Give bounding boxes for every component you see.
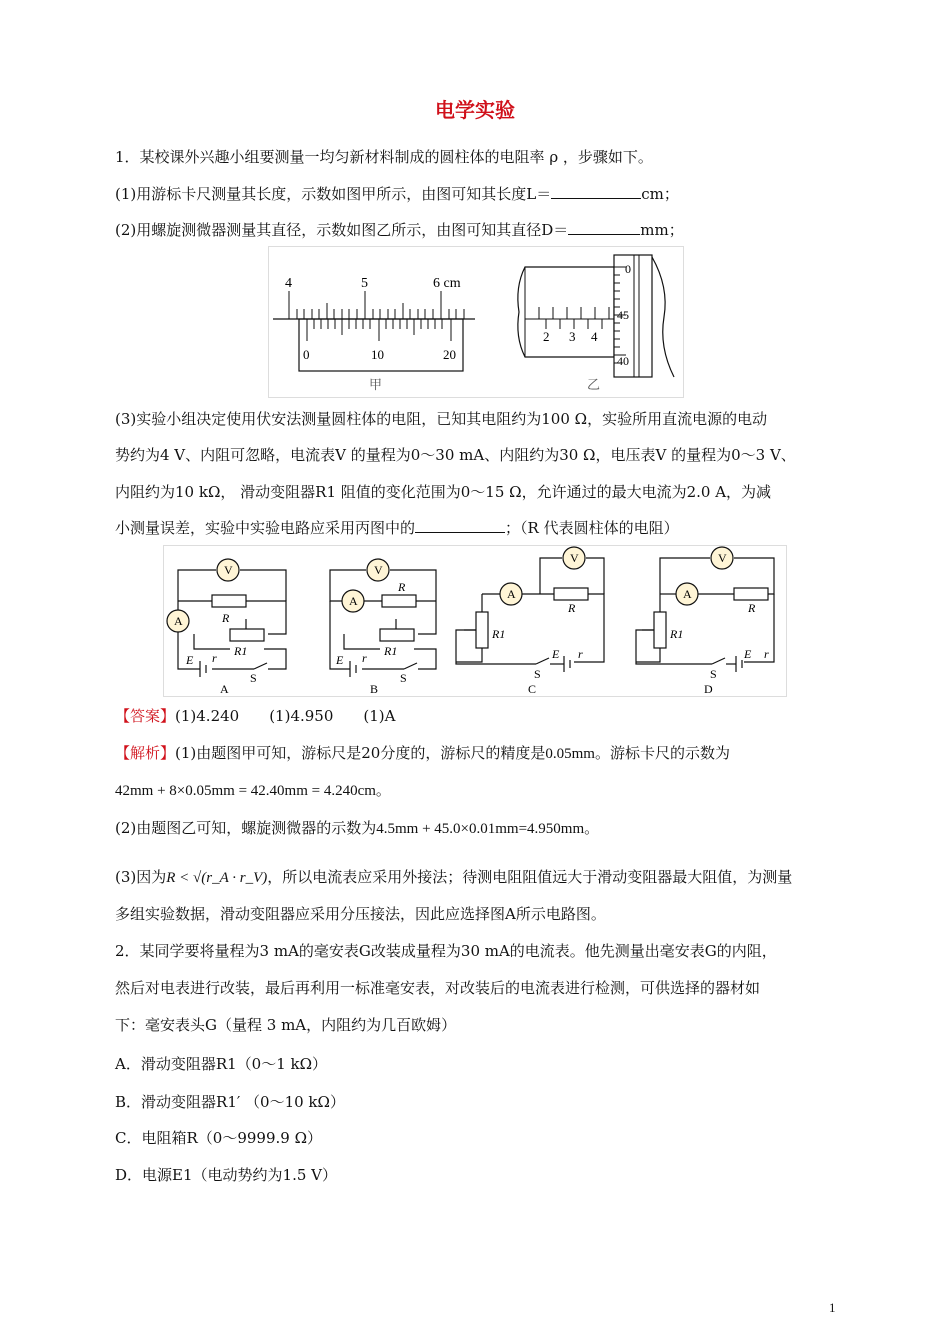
q1-stem: 1．某校课外兴趣小组要测量一均匀新材料制成的圆柱体的电阻率 ρ ，步骤如下。: [115, 148, 653, 166]
vernier-label-20: 20: [443, 347, 456, 362]
circuit-a-switch: S: [250, 671, 257, 685]
circuit-c-voltmeter: V: [570, 551, 579, 565]
circuit-a-voltmeter: V: [224, 563, 233, 577]
analysis-line-1-eq: [115, 779, 391, 802]
analysis-3-equation: R < √(r_A · r_V): [166, 870, 268, 886]
circuit-d-emf: E: [744, 647, 752, 661]
circuit-b-emf: E: [336, 653, 344, 667]
figure-circuits: [163, 545, 787, 697]
analysis-1a: (1)由题图甲可知，游标尺是20分度的，游标尺的精度是: [175, 744, 546, 762]
answer-blank-1: [551, 184, 641, 199]
thimble-label-0: 0: [625, 262, 631, 276]
answer-blank-2: [568, 220, 640, 235]
q1-part1: [115, 183, 679, 205]
analysis-1b: 0.05mm: [545, 746, 595, 762]
q1-part2: [115, 219, 684, 241]
circuit-c-resistor: R: [568, 601, 576, 615]
circuit-b-voltmeter: V: [374, 563, 383, 577]
analysis-line-3: [115, 866, 792, 889]
q1-part3-tail: ；（R 代表圆柱体的电阻）: [505, 519, 679, 537]
circuit-a-ammeter: A: [174, 614, 183, 628]
circuit-c-switch: S: [534, 667, 541, 681]
q1-part3-line2: 势约为4 V、内阻可忽略，电流表V 的量程为0～30 mA、内阻约为30 Ω，电压表V 的量程为0～3 V、: [115, 446, 796, 464]
q1-part3-line1: (3)实验小组决定使用伏安法测量圆柱体的电阻，已知其电阻约为100 Ω，实验所用直流电源的电动: [115, 410, 768, 428]
circuit-a-resistor: R: [222, 611, 230, 625]
q2-option-c: C．电阻箱R（0～9999.9 Ω）: [115, 1129, 323, 1147]
q1-part1-unit: cm；: [641, 185, 679, 203]
circuit-c-rheostat: R1: [492, 627, 506, 641]
analysis-tag: 【解析】: [115, 744, 176, 762]
analysis-3a: (3)因为: [115, 868, 167, 886]
circuit-b: [330, 559, 436, 677]
analysis-3b: ，所以电流表应采用外接法；待测电阻阻值远大于滑动变阻器最大阻值，为测量: [267, 868, 793, 886]
q1-part3-text: 小测量误差，实验中实验电路应采用丙图中的: [115, 519, 416, 537]
q1-part3-line3: 内阻约为10 kΩ， 滑动变阻器R1 阻值的变化范围为0～15 Ω，允许通过的最大电流为2.0 A，为减: [115, 483, 772, 501]
thimble-label-45: 45: [617, 308, 629, 322]
circuit-c-ammeter: A: [507, 587, 516, 601]
circuit-a-label: A: [220, 682, 229, 696]
circuit-c-label: C: [528, 682, 537, 696]
circuit-d-label: D: [704, 682, 713, 696]
circuit-d-switch: S: [710, 667, 717, 681]
q2-line1: 2．某同学要将量程为3 mA的毫安表G改装成量程为30 mA的电流表。他先测量出毫安表G的内阻，: [115, 942, 777, 960]
page-number: 1: [829, 1300, 836, 1315]
answer-line: [115, 705, 395, 727]
sleeve-label-4: 4: [591, 329, 598, 344]
analysis-line-1: [115, 742, 730, 765]
analysis-1-end: 。: [375, 781, 391, 799]
circuit-c-internal-r: r: [578, 647, 583, 661]
circuit-b-label: B: [370, 682, 379, 696]
q2-option-b: B．滑动变阻器R1′ （0～10 kΩ）: [115, 1093, 345, 1111]
circuit-d-resistor: R: [748, 601, 756, 615]
thimble-label-40: 40: [617, 354, 629, 368]
analysis-2a: (2)由题图乙可知，螺旋测微器的示数为: [115, 819, 377, 837]
page-title: 电学实验: [435, 98, 515, 122]
circuit-d-internal-r: r: [764, 647, 769, 661]
analysis-1c: 。游标卡尺的示数为: [594, 744, 730, 762]
circuit-c-emf: E: [552, 647, 560, 661]
circuit-b-ammeter: A: [349, 594, 358, 608]
micrometer: [518, 255, 674, 392]
main-scale-label-6: 6 cm: [433, 276, 461, 291]
figure-caliper-micrometer: [268, 246, 684, 398]
answer-blank-3: [415, 518, 505, 533]
circuit-b-resistor: R: [398, 580, 406, 594]
circuit-a-rheostat: R1: [234, 644, 248, 658]
q2-option-a: A．滑动变阻器R1（0～1 kΩ）: [115, 1055, 328, 1073]
circuit-b-switch: S: [400, 671, 407, 685]
q1-part2-text: (2)用螺旋测微器测量其直径，示数如图乙所示，由图可知其直径D＝: [115, 221, 569, 239]
q2-line2: 然后对电表进行改装，最后再利用一标准毫安表，对改装后的电流表进行检测，可供选择的器材如: [115, 979, 761, 997]
q1-part1-text: (1)用游标卡尺测量其长度，示数如图甲所示，由图可知其长度L＝: [115, 185, 552, 203]
q2-option-d: D．电源E1（电动势约为1.5 V）: [115, 1166, 337, 1184]
vernier-caliper: [273, 276, 475, 392]
analysis-2-end: 。: [584, 819, 600, 837]
main-scale-label-4: 4: [285, 276, 292, 291]
circuit-d-ammeter: A: [683, 587, 692, 601]
q1-part2-unit: mm；: [640, 221, 684, 239]
answer-text: (1)4.240 (1)4.950 (1)A: [175, 707, 396, 725]
analysis-line-4: 多组实验数据，滑动变阻器应采用分压接法，因此应选择图A所示电路图。: [115, 905, 606, 923]
micrometer-caption: 乙: [587, 377, 601, 392]
vernier-label-10: 10: [371, 347, 384, 362]
caliper-caption: 甲: [369, 377, 383, 392]
main-scale-label-5: 5: [361, 276, 368, 291]
circuit-a-emf: E: [186, 653, 194, 667]
circuit-d-rheostat: R1: [670, 627, 684, 641]
vernier-label-0: 0: [303, 347, 310, 362]
circuit-d-voltmeter: V: [718, 551, 727, 565]
circuit-b-internal-r: r: [362, 651, 367, 665]
answer-tag: 【答案】: [115, 707, 176, 725]
analysis-2-equation: 4.5mm + 45.0×0.01mm=4.950mm: [376, 821, 585, 837]
q2-line3: 下：毫安表头G（量程 3 mA，内阻约为几百欧姆）: [115, 1016, 457, 1034]
sleeve-label-3: 3: [569, 329, 576, 344]
circuit-b-rheostat: R1: [384, 644, 398, 658]
analysis-line-2: [115, 817, 599, 840]
circuit-a-internal-r: r: [212, 651, 217, 665]
sleeve-label-2: 2: [543, 329, 550, 344]
q1-part3-line4: [115, 517, 679, 539]
analysis-1-equation: 42mm + 8×0.05mm = 42.40mm = 4.240cm: [115, 783, 376, 799]
